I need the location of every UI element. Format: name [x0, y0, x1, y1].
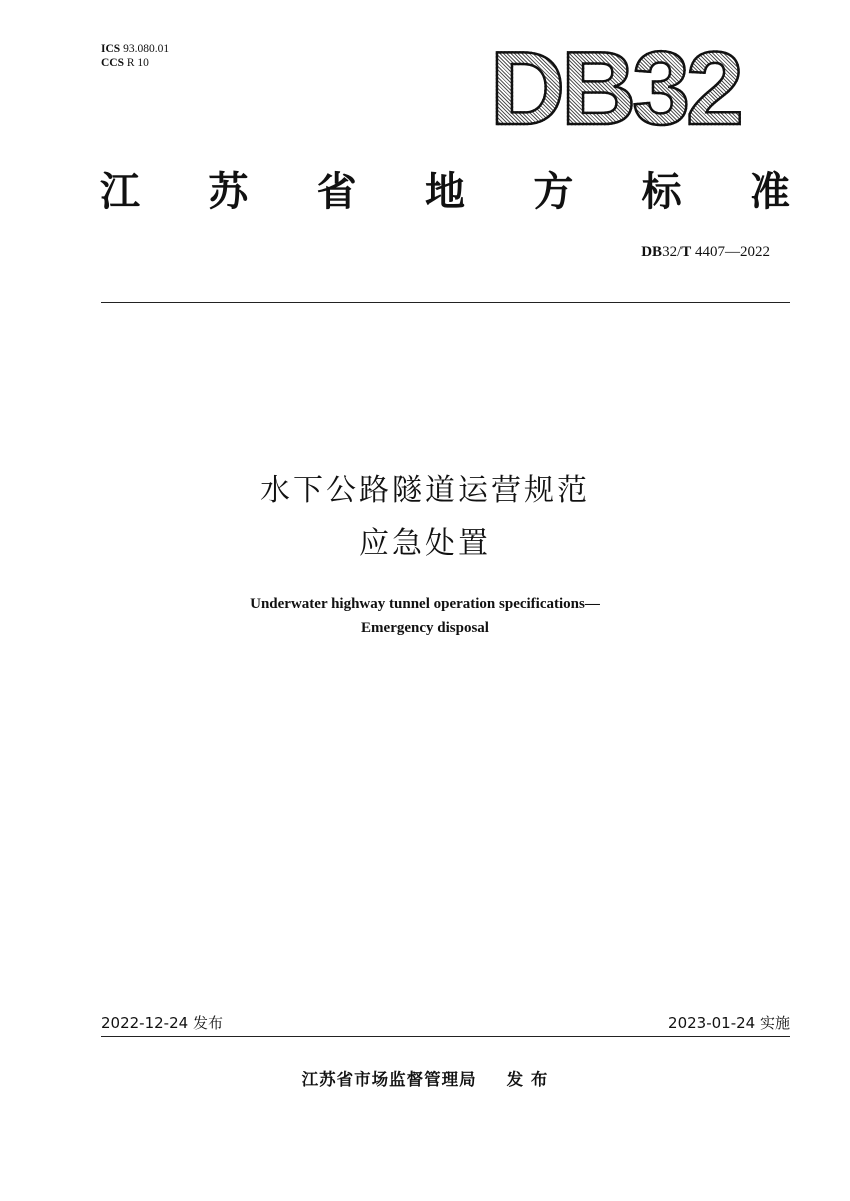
db32-logo: DB32	[490, 38, 760, 140]
title-en-line1: Underwater highway tunnel operation specifications—	[250, 596, 600, 612]
standard-type-title	[100, 160, 790, 216]
standard-type-char: 标	[641, 168, 682, 215]
ics-code: ICS 93.080.01	[101, 43, 170, 55]
publish-date: 2022-12-24 发布	[101, 1014, 223, 1032]
implement-date: 2023-01-24 实施	[668, 1014, 790, 1032]
standard-type-char: 准	[749, 168, 790, 215]
classification-codes	[101, 42, 169, 70]
standard-type-char: 苏	[208, 168, 249, 215]
standard-type-char: 地	[424, 168, 465, 215]
issuer-action: 发 布	[506, 1070, 549, 1089]
title-en-line2: Emergency disposal	[361, 620, 489, 636]
title-cn-line1: 水下公路隧道运营规范	[260, 473, 590, 508]
issuer-name: 江苏省市场监督管理局	[301, 1070, 477, 1089]
title-cn-line2: 应急处置	[359, 526, 491, 561]
standard-type-char: 省	[316, 168, 357, 215]
header-divider	[101, 302, 790, 303]
standard-type-char: 江	[100, 168, 140, 215]
standard-number: DB32/T 4407—2022	[641, 244, 770, 260]
issuer	[0, 1066, 850, 1090]
footer-divider	[101, 1036, 790, 1037]
ccs-code: CCS R 10	[101, 57, 149, 69]
standard-type-char: 方	[533, 168, 574, 215]
